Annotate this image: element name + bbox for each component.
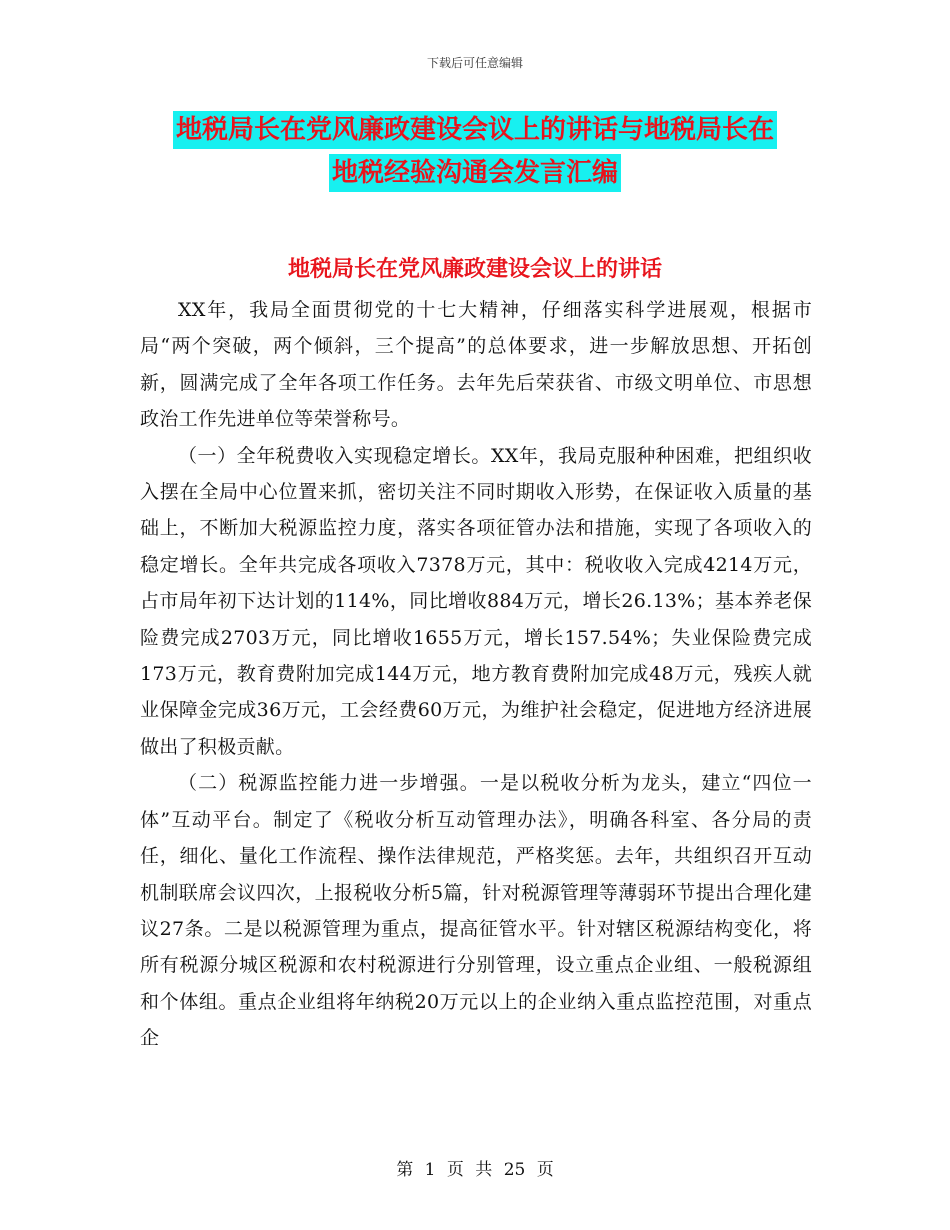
paragraph-intro: XX年，我局全面贯彻党的十七大精神，仔细落实科学进展观，根据市局“两个突破，两个倾斜，三个提高”的总体要求，进一步解放思想、开拓创新，圆满完成了全年各项工作任务。去年先后荣获省、市级文明单位、市思想政治工作先进单位等荣誉称号。 bbox=[140, 299, 812, 431]
title-highlight: 地税经验沟通会发言汇编 bbox=[329, 154, 621, 192]
paragraph-revenue: （一）全年税费收入实现稳定增长。XX年，我局克服种种困难，把组织收入摆在全局中心位置来抓，密切关注不同时期收入形势，在保证收入质量的基础上，不断加大税源监控力度，落实各项征管办法和措施，实现了各项收入的稳定增长。全年共完成各项收入7378万元，其中：税收收入完成4214万元，占市局年初下达计划的114%，同比增收884万元，增长26.13%；基本养老保险费完成2703万元，同比增收1655万元，增长157.54%；失业保险费完成173万元，教育费附加完成144万元，地方教育费附加完成48万元，残疾人就业保障金完成36万元，工会经费60万元，为维护社会稳定，促进地方经济进展做出了积极贡献。 bbox=[140, 444, 812, 758]
document-title-line-1 bbox=[0, 117, 950, 143]
page-number: 第 1 页 共 25 页 bbox=[396, 1160, 554, 1180]
header-note: 下载后可任意编辑 bbox=[426, 56, 523, 70]
section-title: 地税局长在党风廉政建设会议上的讲话 bbox=[287, 256, 662, 282]
title-highlight: 地税局长在党风廉政建设会议上的讲话与地税局长在 bbox=[173, 111, 777, 149]
body-text bbox=[140, 292, 812, 1057]
paragraph-tax-monitoring: （二）税源监控能力进一步增强。一是以税收分析为龙头，建立“四位一体”互动平台。制定了《税收分析互动管理办法》，明确各科室、各分局的责任，细化、量化工作流程、操作法律规范，严格奖惩。去年，共组织召开互动机制联席会议四次，上报税收分析5篇，针对税源管理等薄弱环节提出合理化建议27条。二是以税源管理为重点，提高征管水平。针对辖区税源结构变化，将所有税源分城区税源和农村税源进行分别管理，设立重点企业组、一般税源组和个体组。重点企业组将年纳税20万元以上的企业纳入重点监控范围，对重点企 bbox=[140, 772, 812, 1050]
document-title-line-2 bbox=[0, 160, 950, 186]
